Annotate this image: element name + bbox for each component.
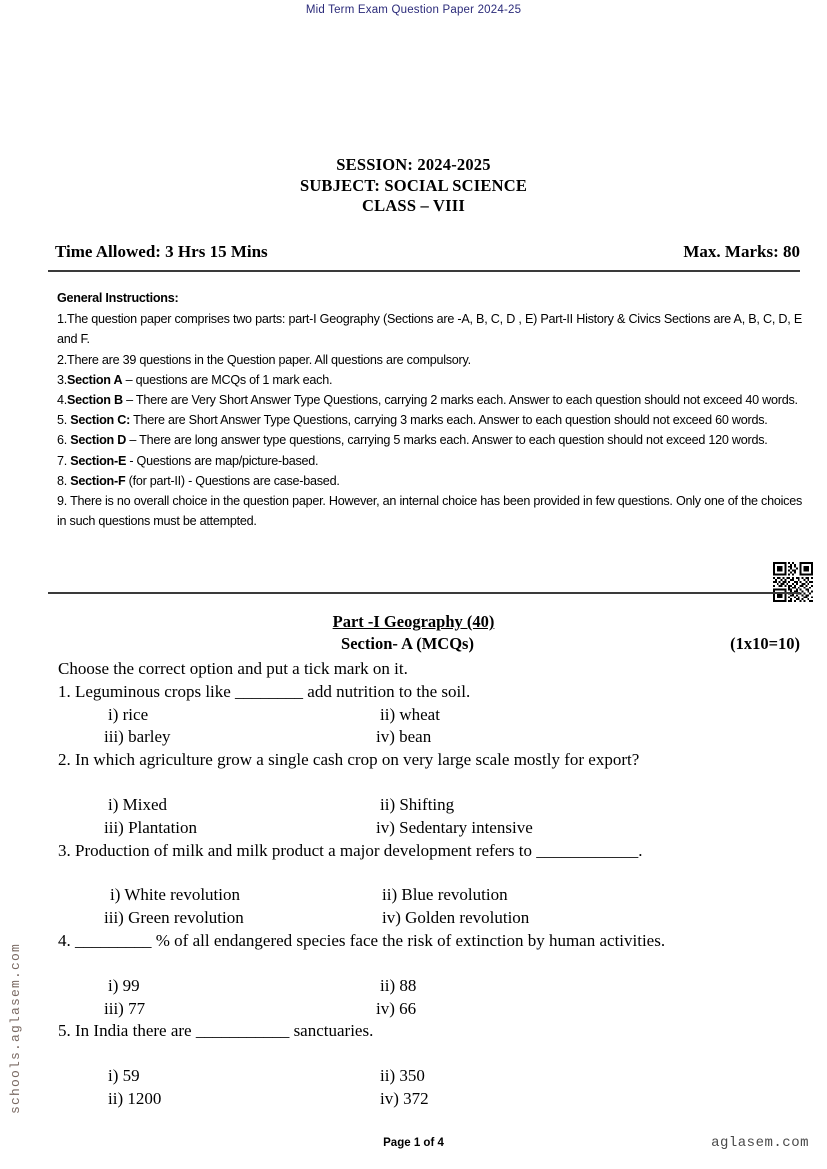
instruction-3-text: – questions are MCQs of 1 mark each. xyxy=(122,372,333,387)
instruction-6-text: – There are long answer type questions, carrying 5 marks each. Answer to each question should not exceed 120 words. xyxy=(126,433,768,448)
page-number: Page 1 of 4 xyxy=(383,1137,444,1149)
section-title: Section- A (MCQs) xyxy=(341,634,474,653)
question-3-text: 3. Production of milk and milk product a major development refers to ____________. xyxy=(58,840,643,860)
question-3-options-row-1 xyxy=(58,884,800,907)
instruction-item-1: 1.The question paper comprises two parts: part-I Geography (Sections are -A, B, C, D , E) Part-II History & Civics Sections are A, B, C, D, E and F. xyxy=(57,312,802,347)
divider-top xyxy=(48,270,800,272)
question-3-option-i[interactable]: i) White revolution xyxy=(110,885,240,905)
question-4-text: 4. _________ % of all endangered species face the risk of extinction by human activities. xyxy=(58,930,666,950)
side-watermark: schools.aglasem.com xyxy=(8,942,23,1114)
general-instructions xyxy=(57,288,802,531)
instruction-4-text: – There are Very Short Answer Type Questions, carrying 2 marks each. Answer to each question should not exceed 40 words. xyxy=(122,393,798,408)
part-title xyxy=(0,612,827,632)
question-3-option-iv[interactable]: iv) Golden revolution xyxy=(382,908,530,928)
question-1-option-iv[interactable]: iv) bean xyxy=(376,727,432,747)
instruction-item-4 xyxy=(57,390,802,410)
question-2-options-row-1 xyxy=(58,794,800,817)
question-4-option-iii[interactable]: iii) 77 xyxy=(104,998,146,1018)
question-4-options-row-2 xyxy=(58,998,800,1021)
instruction-7-prefix: 7. xyxy=(57,453,71,468)
time-allowed: Time Allowed: 3 Hrs 15 Mins xyxy=(55,242,268,261)
instruction-4-prefix: 4. xyxy=(57,393,68,408)
instruction-item-6 xyxy=(57,430,802,450)
instruction-6-prefix: 6. xyxy=(57,433,71,448)
question-3-option-ii[interactable]: ii) Blue revolution xyxy=(382,885,508,905)
question-5-option-iv[interactable]: iv) 372 xyxy=(380,1088,429,1108)
question-2-options-row-2 xyxy=(58,817,800,840)
instruction-5-prefix: 5. xyxy=(57,413,71,428)
question-5-text: 5. In India there are ___________ sanctuaries. xyxy=(58,1021,374,1041)
question-3-option-iii[interactable]: iii) Green revolution xyxy=(104,908,244,928)
subject-line: SUBJECT: SOCIAL SCIENCE xyxy=(299,175,528,195)
instruction-8-section: Section-F xyxy=(70,473,126,488)
part-title-text: Part -I Geography (40) xyxy=(332,612,495,631)
question-4-options-row-1 xyxy=(58,975,800,998)
instruction-7-text: - Questions are map/picture-based. xyxy=(126,453,319,468)
question-5-option-i[interactable]: i) 59 xyxy=(108,1066,140,1086)
scan-header-title: Mid Term Exam Question Paper 2024-25 xyxy=(305,4,522,16)
question-4-option-ii[interactable]: ii) 88 xyxy=(380,975,417,995)
question-2-option-ii[interactable]: ii) Shifting xyxy=(380,794,455,814)
max-marks: Max. Marks: 80 xyxy=(683,242,800,261)
instruction-item-8 xyxy=(57,471,802,491)
question-1-option-ii[interactable]: ii) wheat xyxy=(380,704,440,724)
question-1-options-row-2 xyxy=(58,726,800,749)
exam-meta-row xyxy=(55,242,800,262)
instruction-item-3 xyxy=(57,370,802,390)
class-line: CLASS – VIII xyxy=(362,196,465,215)
question-5-option-ii[interactable]: ii) 350 xyxy=(380,1066,425,1086)
instruction-5-section: Section C: xyxy=(70,413,131,428)
question-2-option-iv[interactable]: iv) Sedentary intensive xyxy=(376,817,533,837)
question-1-option-iii[interactable]: iii) barley xyxy=(104,727,171,747)
footer-brand: aglasem.com xyxy=(711,1135,809,1151)
question-2-option-i[interactable]: i) Mixed xyxy=(108,794,168,814)
instruction-6-section: Section D xyxy=(70,433,127,448)
question-4-option-i[interactable]: i) 99 xyxy=(108,975,140,995)
question-5-option-iii[interactable]: ii) 1200 xyxy=(108,1088,162,1108)
instructions-heading: General Instructions: xyxy=(57,291,179,305)
question-2-text: 2. In which agriculture grow a single cash crop on very large scale mostly for export? xyxy=(58,750,640,770)
instruction-item-9: 9. There is no overall choice in the question paper. However, an internal choice has been provided in few questions. Only one of the choices in such questions must be attempted. xyxy=(57,494,802,529)
question-2-option-iii[interactable]: iii) Plantation xyxy=(104,817,198,837)
qr-code-icon xyxy=(773,562,813,602)
questions-container xyxy=(58,658,800,1111)
question-1-text: 1. Leguminous crops like ________ add nutrition to the soil. xyxy=(58,681,471,701)
instruction-item-7 xyxy=(57,451,802,471)
instruction-item-2: 2.There are 39 questions in the Question paper. All questions are compulsory. xyxy=(57,352,471,367)
question-5-gap xyxy=(58,1043,800,1065)
instruction-8-prefix: 8. xyxy=(57,473,71,488)
paper-heading-block xyxy=(0,155,827,217)
question-5-options-row-2 xyxy=(58,1088,800,1111)
instruction-8-text: (for part-II) - Questions are case-based. xyxy=(125,473,340,488)
question-3-gap xyxy=(58,862,800,884)
divider-bottom xyxy=(48,592,800,594)
question-4-option-iv[interactable]: iv) 66 xyxy=(376,998,417,1018)
instruction-4-section: Section B xyxy=(67,393,123,408)
section-row xyxy=(55,634,800,654)
instruction-5-text: There are Short Answer Type Questions, carrying 3 marks each. Answer to each question should not exceed 60 words. xyxy=(130,413,768,428)
question-5-options-row-1 xyxy=(58,1065,800,1088)
question-1-option-i[interactable]: i) rice xyxy=(108,704,149,724)
session-line: SESSION: 2024-2025 xyxy=(336,155,491,174)
question-2-gap xyxy=(58,772,800,794)
instruction-3-section: Section A xyxy=(67,372,123,387)
question-3-options-row-2 xyxy=(58,907,800,930)
instruction-3-prefix: 3. xyxy=(57,372,68,387)
question-1-options-row-1 xyxy=(58,704,800,727)
instruction-item-5 xyxy=(57,410,802,430)
question-4-gap xyxy=(58,953,800,975)
instruction-7-section: Section-E xyxy=(70,453,127,468)
section-marks: (1x10=10) xyxy=(730,634,800,653)
section-directive: Choose the correct option and put a tick mark on it. xyxy=(58,659,408,678)
